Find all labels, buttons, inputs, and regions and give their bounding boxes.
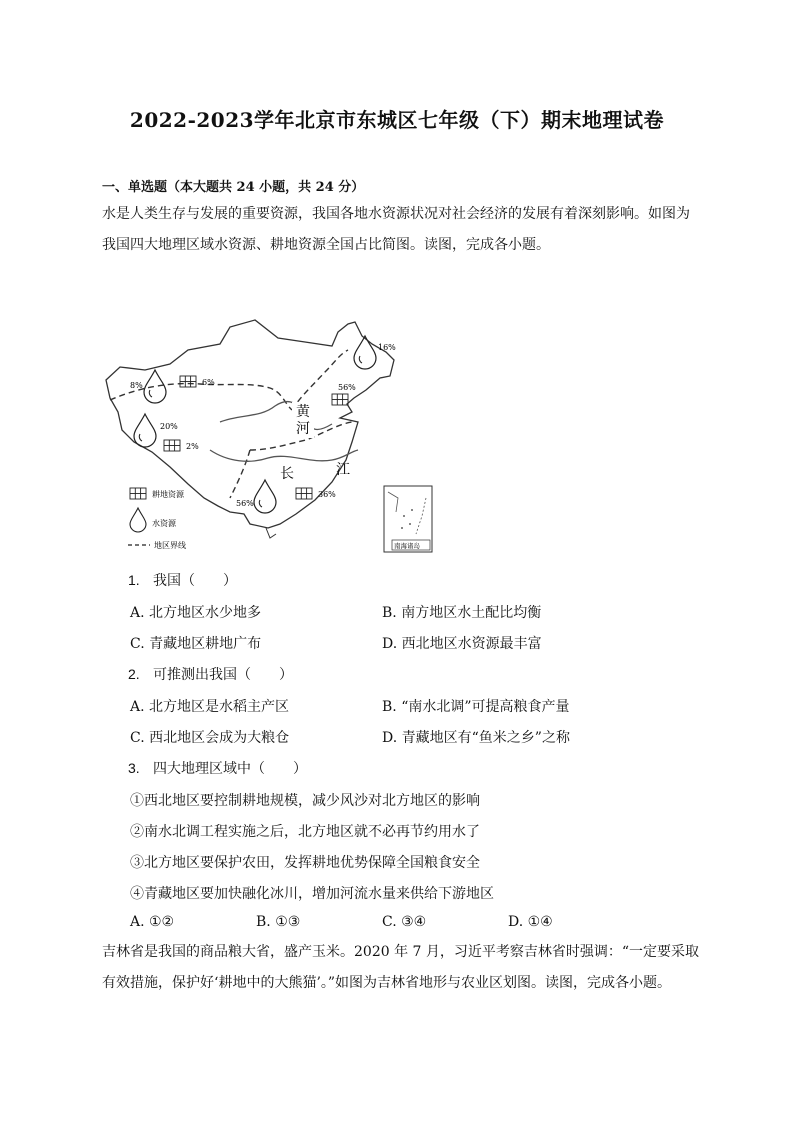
intro-paragraph: 水是人类生存与发展的重要资源，我国各地水资源状况对社会经济的发展有着深刻影响。如图为我国四大地理区域水资源、耕地资源全国占比简图。读图，完成各小题。: [102, 206, 690, 253]
china-outline: [106, 320, 394, 528]
nw-water-value: 8%: [130, 381, 143, 390]
farmland-icon: [332, 394, 348, 405]
water-drop-icon: [144, 370, 166, 403]
option-2d: D. 青藏地区有“鱼米之乡”之称: [382, 730, 570, 746]
legend-land-label: 耕地资源: [152, 490, 184, 499]
section-heading: 一、单选题（本大题共 24 小题，共 24 分）: [102, 180, 365, 195]
qz-water-value: 20%: [160, 422, 178, 431]
question-stem: 我国（ ）: [153, 573, 238, 589]
option-2a: A. 北方地区是水稻主产区: [130, 699, 290, 715]
inset-label: 南海诸岛: [394, 542, 420, 550]
statement-2: ②南水北调工程实施之后，北方地区就不必再节约用水了: [130, 824, 480, 840]
option-3b: B. ①③: [256, 914, 301, 930]
option-1a: A. 北方地区水少地多: [130, 605, 262, 621]
water-drop-icon: [254, 480, 276, 513]
passage-jilin: 吉林省是我国的商品粮大省，盛产玉米。2020 年 7 月，习近平考察吉林省时强调：“一定要采取有效措施，保护好‘耕地中的大熊猫’。”如图为吉林省地形与农业区划图。读图，完成各小题。: [102, 944, 700, 991]
legend-farmland-icon: [130, 488, 146, 499]
north-land-value: 56%: [338, 383, 356, 392]
statement-4: ④青藏地区要加快融化冰川，增加河流水量来供给下游地区: [130, 886, 494, 902]
statement-3: ③北方地区要保护农田，发挥耕地优势保障全国粮食安全: [130, 855, 480, 871]
china-resource-map: [100, 302, 440, 557]
legend-boundary-label: 地区界线: [154, 541, 186, 550]
option-1b: B. 南方地区水土配比均衡: [382, 605, 542, 621]
qz-land-value: 2%: [186, 442, 199, 451]
south-water-value: 56%: [236, 499, 254, 508]
water-drop-icon: [354, 336, 376, 369]
farmland-icon: [296, 488, 312, 499]
option-2b: B. “南水北调”可提高粮食产量: [382, 699, 570, 715]
river-label-jiang: 江: [336, 462, 350, 478]
option-2c: C. 西北地区会成为大粮仓: [130, 730, 290, 746]
farmland-icon: [180, 376, 196, 387]
question-2: [128, 664, 293, 684]
question-number: 1.: [128, 572, 140, 588]
question-stem: 四大地理区域中（ ）: [153, 761, 308, 777]
statement-1: ①西北地区要控制耕地规模，减少风沙对北方地区的影响: [130, 793, 480, 809]
boundary-north: [292, 350, 348, 410]
river-label-chang: 长: [280, 466, 294, 482]
question-3: [128, 758, 307, 778]
option-3d: D. ①④: [508, 914, 553, 930]
option-1d: D. 西北地区水资源最丰富: [382, 636, 542, 652]
nw-land-value: 6%: [202, 378, 215, 387]
legend-water-label: 水资源: [152, 519, 176, 528]
legend-water-drop-icon: [130, 508, 146, 532]
north-water-value: 16%: [378, 343, 396, 352]
option-3a: A. ①②: [130, 914, 175, 930]
river-label-he: 河: [296, 421, 310, 437]
yellow-river: [220, 402, 332, 430]
question-stem: 可推测出我国（ ）: [153, 667, 294, 683]
option-1c: C. 青藏地区耕地广布: [130, 636, 262, 652]
page-title: 2022-2023学年北京市东城区七年级（下）期末地理试卷: [129, 108, 665, 132]
option-3c: C. ③④: [382, 914, 427, 930]
south-land-value: 36%: [318, 490, 336, 499]
yangtze-river: [210, 450, 358, 461]
farmland-icon: [164, 440, 180, 451]
water-drop-icon: [134, 414, 156, 447]
question-number: 3.: [128, 760, 140, 776]
boundary-qingzang: [230, 450, 250, 498]
question-number: 2.: [128, 666, 140, 682]
river-label-huang: 黄: [296, 404, 310, 420]
question-1: [128, 570, 237, 590]
